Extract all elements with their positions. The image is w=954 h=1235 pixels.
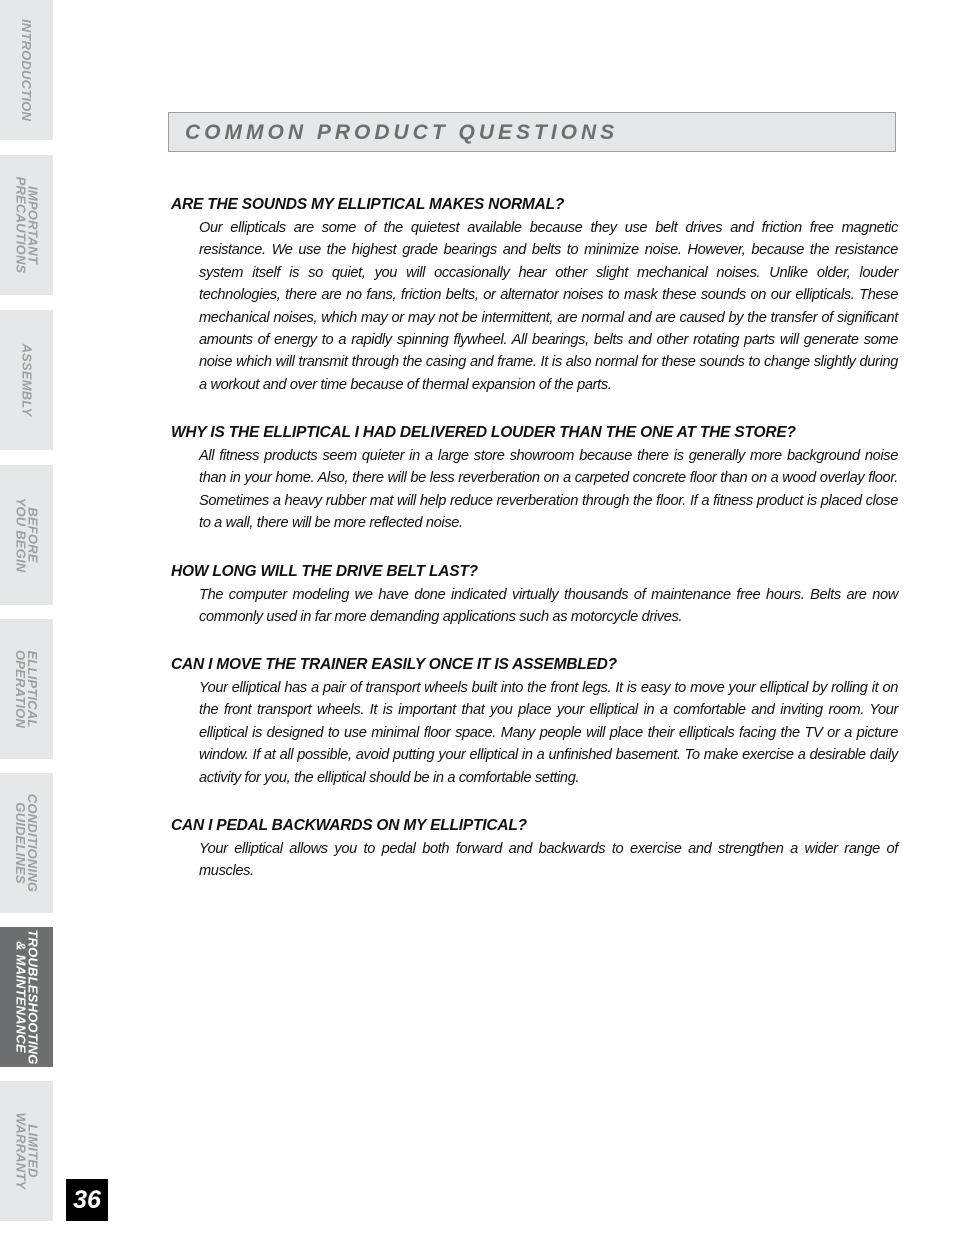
faq-item <box>171 562 898 629</box>
tab-label-line: INTRODUCTION <box>19 18 35 122</box>
sidebar-tab-troubleshooting-maintenance[interactable] <box>0 927 53 1067</box>
tab-label-line: PRECAUTIONS <box>13 176 29 274</box>
faq-item <box>171 423 898 535</box>
faq-question: WHY IS THE ELLIPTICAL I HAD DELIVERED LOUDER THAN THE ONE AT THE STORE? <box>171 424 796 441</box>
sidebar-tab-important-precautions[interactable] <box>0 155 53 295</box>
faq-question: CAN I PEDAL BACKWARDS ON MY ELLIPTICAL? <box>171 817 527 834</box>
sidebar-tab-limited-warranty[interactable] <box>0 1081 53 1221</box>
faq-question: ARE THE SOUNDS MY ELLIPTICAL MAKES NORMAL? <box>171 196 565 213</box>
sidebar-tab-introduction[interactable] <box>0 0 53 140</box>
faq-answer: Our ellipticals are some of the quietest available because they use belt drives and friction free magnetic resistance. We use the highest grade bearings and belts to minimize noise. However, because the resistance system itself is so quiet, you will occasionally hear other slight mechanical noises. Unlike older, louder technologies, there are no fans, friction belts, or alternator noises to mask these sounds on our ellipticals. These mechanical noises, which may or may not be intermittent, are normal and are caused by the transfer of significant amounts of energy to a rapidly spinning flywheel. All bearings, belts and other rotating parts will generate some noise which will transmit through the casing and frame. It is also normal for these sounds to change slightly during a workout and over time because of thermal expansion of the parts. <box>199 220 898 393</box>
faq-item <box>171 816 898 883</box>
tab-label-line: TROUBLESHOOTING <box>25 929 41 1065</box>
faq-answer: The computer modeling we have done indicated virtually thousands of maintenance free hours. Belts are now commonly used in far more demanding applications such as motorcycle drives. <box>199 587 898 626</box>
faq-item <box>171 195 898 396</box>
tab-label-line: IMPORTANT <box>25 186 41 264</box>
tab-label-line: YOU BEGIN <box>13 497 29 573</box>
faq-answer: Your elliptical has a pair of transport wheels built into the front legs. It is easy to move your elliptical by rolling it on the front transport wheels. It is important that you place your elliptical in a comfortable and inviting room. Your elliptical is designed to use minimal floor space. Many people will place their ellipticals facing the TV or a picture window. If at all possible, avoid putting your elliptical in a unfinished basement. To make exercise a desirable daily activity for you, the elliptical should be in a comfortable setting. <box>199 680 898 786</box>
faq-question: HOW LONG WILL THE DRIVE BELT LAST? <box>171 563 478 580</box>
sidebar-tab-elliptical-operation[interactable] <box>0 619 53 759</box>
page-number: 36 <box>66 1179 108 1221</box>
tab-label-line: ASSEMBLY <box>19 343 35 417</box>
tab-label-line: & MAINTENANCE <box>13 941 29 1053</box>
tab-label-line: ELLIPTICAL <box>25 650 41 728</box>
tab-label-line: LIMITED <box>25 1124 41 1178</box>
faq-answer: Your elliptical allows you to pedal both forward and backwards to exercise and strengthen a wider range of muscles. <box>199 841 898 880</box>
tab-label-line: GUIDELINES <box>13 802 29 884</box>
tab-label-line: OPERATION <box>13 649 29 729</box>
faq-question: CAN I MOVE THE TRAINER EASILY ONCE IT IS ASSEMBLED? <box>171 656 617 673</box>
sidebar-tab-assembly[interactable] <box>0 310 53 450</box>
page-title: COMMON PRODUCT QUESTIONS <box>185 121 619 144</box>
tab-label-line: BEFORE <box>25 507 41 563</box>
tab-label-line: WARRANTY <box>13 1112 29 1190</box>
sidebar-tab-before-you-begin[interactable] <box>0 465 53 605</box>
sidebar-tab-conditioning-guidelines[interactable] <box>0 773 53 913</box>
faq-item <box>171 655 898 789</box>
faq-answer: All fitness products seem quieter in a large store showroom because there is generally more background noise than in your home. Also, there will be less reverberation on a carpeted concrete floor than on a wood overlay floor. Sometimes a heavy rubber mat will help reduce reverberation through the floor. If a fitness product is placed close to a wall, there will be more reflected noise. <box>199 448 898 532</box>
section-header <box>168 112 896 152</box>
tab-label-line: CONDITIONING <box>25 793 41 893</box>
